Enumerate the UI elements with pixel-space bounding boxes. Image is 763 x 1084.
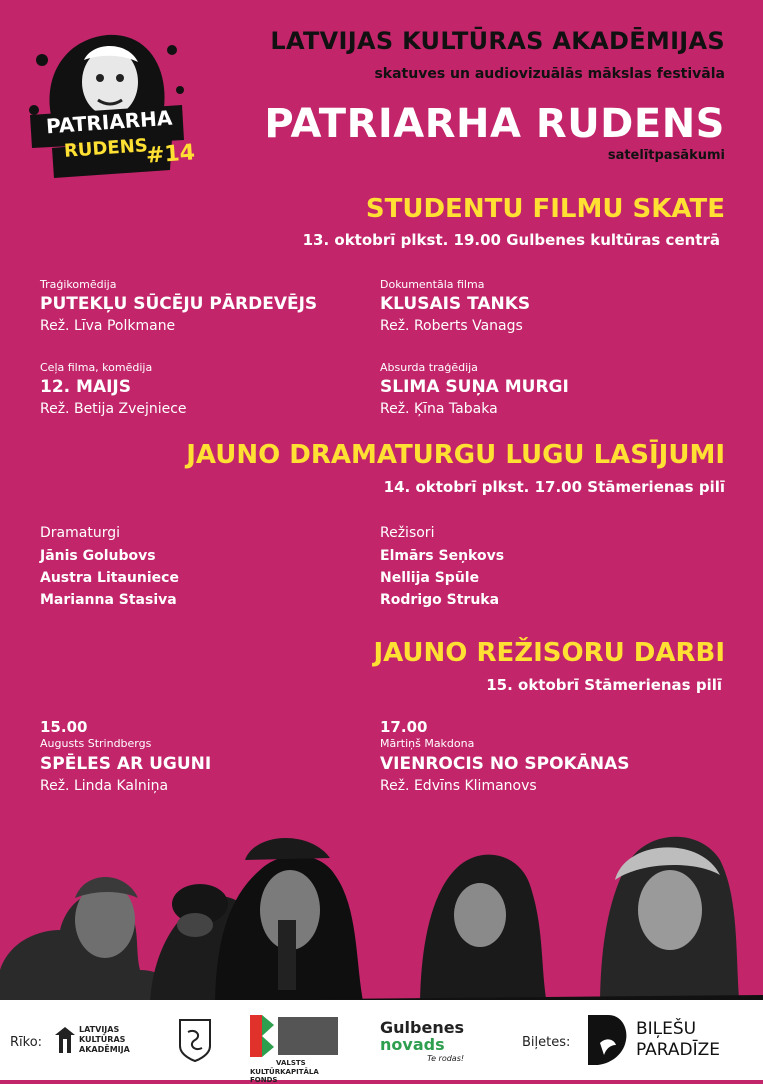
work-title: VIENROCIS NO SPOKĀNAS (380, 754, 630, 774)
gulbene-logo (380, 1018, 464, 1063)
bilesu-line2: PARADĪZE (636, 1040, 721, 1060)
playwright-item: Austra Litauniece (40, 570, 179, 586)
lka-line1: LATVIJAS (79, 1025, 120, 1034)
portrait-silhouettes (0, 820, 763, 1010)
lka-line2: KULTŪRAS (79, 1035, 126, 1044)
film-title: PUTEKĻU SŪCĒJU PĀRDEVĒJS (40, 294, 318, 314)
portrait-strip (0, 820, 763, 1010)
film-director: Rež. Betija Zvejniece (40, 401, 187, 417)
playwrights-heading: Dramaturgi (40, 525, 120, 541)
director-item: Elmārs Seņkovs (380, 548, 505, 564)
logo-line2: RUDENS (63, 135, 149, 162)
film-genre: Ceļa filma, komēdija (40, 361, 153, 374)
section-info-readings: 14. oktobrī plkst. 17.00 Stāmerienas pilī (383, 478, 725, 496)
lka-emblem-icon (55, 1027, 75, 1055)
film-3 (40, 361, 187, 417)
vkkf-emblem-icon (250, 1015, 340, 1057)
section-title-films: STUDENTU FILMU SKATE (365, 194, 725, 224)
organizer-label: Rīko: (10, 1035, 43, 1050)
section-title-directors: JAUNO REŽISORU DARBI (373, 638, 725, 668)
playwright-item: Marianna Stasiva (40, 592, 177, 608)
work-1 (40, 718, 211, 794)
section-info-directors: 15. oktobrī Stāmerienas pilī (486, 676, 722, 694)
gulbene-slogan: Te rodas! (427, 1054, 465, 1063)
film-4 (380, 361, 569, 417)
playwright-item: Jānis Golubovs (40, 548, 156, 564)
vkkf-logo (250, 1015, 340, 1084)
film-director: Rež. Ķīna Tabaka (380, 401, 498, 417)
gulbene-line2: novads (380, 1035, 445, 1054)
film-title: KLUSAIS TANKS (380, 294, 531, 314)
section-info-films: 13. oktobrī plkst. 19.00 Gulbenes kultūras centrā (302, 231, 720, 249)
director-item: Rodrigo Struka (380, 592, 500, 608)
work-author: Mārtiņš Makdona (380, 737, 475, 750)
film-genre: Dokumentāla filma (380, 278, 485, 291)
film-genre: Absurda traģēdija (380, 361, 478, 374)
gulbene-line1: Gulbenes (380, 1018, 465, 1037)
header-akademija: LATVIJAS KULTŪRAS AKADĒMIJAS (270, 27, 725, 55)
directors-list (380, 525, 504, 608)
tickets-label: Biļetes: (522, 1035, 571, 1050)
lka-line3: AKADĒMIJA (79, 1045, 130, 1054)
film-2 (380, 278, 530, 334)
logo-line1: PATRIARHA (45, 105, 174, 139)
film-title: 12. MAIJS (40, 377, 132, 397)
bilesu-line1: BIĻEŠU (636, 1019, 697, 1039)
work-2 (380, 718, 630, 794)
crest-icon (178, 1018, 212, 1062)
film-director: Rež. Roberts Vanags (380, 318, 523, 334)
work-time: 17.00 (380, 718, 428, 736)
vkkf-line2: KULTŪRKAPITĀLA FONDS (250, 1068, 319, 1084)
bird-icon (588, 1015, 628, 1065)
film-1 (40, 278, 317, 334)
film-genre: Traģikomēdija (40, 278, 117, 291)
playwrights-list (40, 525, 179, 608)
film-director: Rež. Līva Polkmane (40, 318, 176, 334)
header-subtitle: skatuves un audiovizuālās mākslas festivāla (374, 66, 725, 82)
work-director: Rež. Edvīns Klimanovs (380, 778, 537, 794)
festival-logo (22, 20, 196, 180)
work-director: Rež. Linda Kalniņa (40, 778, 169, 794)
work-time: 15.00 (40, 718, 88, 736)
header-satellite: satelītpasākumi (607, 148, 725, 163)
logo-edition: #14 (145, 140, 196, 169)
work-title: SPĒLES AR UGUNI (40, 754, 212, 774)
header-festival: PATRIARHA RUDENS (264, 101, 725, 147)
directors-heading: Režisori (380, 525, 435, 541)
section-title-readings: JAUNO DRAMATURGU LUGU LASĪJUMI (186, 440, 725, 470)
film-title: SLIMA SUŅA MURGI (380, 377, 569, 397)
sponsor-footer (0, 1000, 763, 1084)
vkkf-line1: VALSTS (276, 1059, 306, 1067)
director-item: Nellija Spūle (380, 570, 480, 586)
work-author: Augusts Strindbergs (40, 737, 152, 750)
